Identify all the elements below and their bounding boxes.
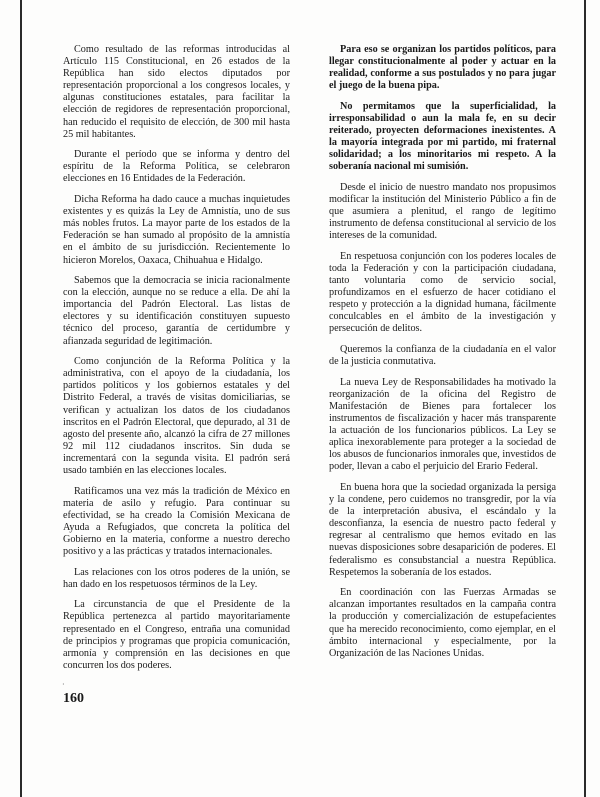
paragraph: La nueva Ley de Responsabilidades ha motivado la reorganización de la oficina del Registro de Manifestación de Bienes para fortalecer los instrumentos de fiscalización y hacer más transparente la actuación de los funcionarios públicos. La Ley se aplica inexorablemente para proteger a la sociedad de los abusos de funcionarios inmorales que, investidos de poder, llevan a cabo el perjuicio del Erario Federal.	[329, 376, 556, 473]
paragraph: No permitamos que la superficialidad, la irresponsabilidad o aun la mala fe, en su decir reiterado, proyecten deformaciones inexistentes. A la mayoría integrada por mi partido, mi fraternal solidaridad; a los minoritarios mi respeto. A la soberanía nacional mi sumisión.	[329, 100, 556, 173]
paragraph: En coordinación con las Fuerzas Armadas se alcanzan importantes resultados en la campaña contra la producción y comercialización de estupefacientes que ha merecido reconocimiento, como ejemplar, en el ámbito internacional y especialmente, por la Organización de las Naciones Unidas.	[329, 587, 556, 659]
paragraph: Queremos la confianza de la ciudadanía en el valor de la justicia conmutativa.	[329, 344, 556, 368]
paragraph: Sabemos que la democracia se inicia racionalmente con la elección, aunque no se reduce a ella. De ahí la importancia del Padrón Electoral. Las listas de electores y su identificación constituyen supuesto técnico del proceso, garantía de certidumbre y afianzada seguridad de legitimación.	[63, 275, 290, 347]
paragraph: Para eso se organizan los partidos políticos, para llegar constitucionalmente al poder y actuar en la realidad, conforme a sus postulados y no para jugar el juego de la buena pipa.	[329, 44, 556, 92]
scan-border-left	[20, 0, 22, 797]
paragraph: Como resultado de las reformas introducidas al Artículo 115 Constitucional, en 26 estados de la República han sido electos diputados por representación proporcional a los congresos locales, y algunas constituciones estatales, para facilitar la elección de regidores de representación proporcional, han reducido el requisito de elección, de 300 mil hasta 25 mil habitantes.	[63, 44, 290, 140]
paragraph: En respetuosa conjunción con los poderes locales de toda la Federación y con la participación ciudadana, tanto voluntaria como de servicio social, profundizamos en el esfuerzo de hacer cotidiano el respeto y protección a la dignidad humana, fácilmente conculcables en el ámbito de la investigación y persecución de delitos.	[329, 250, 556, 335]
stray-mark: ·	[62, 680, 65, 689]
scan-border-right	[584, 0, 586, 797]
paragraph: Las relaciones con los otros poderes de la unión, se han dado en los respetuosos términos de la Ley.	[63, 566, 290, 590]
paragraph: Ratificamos una vez más la tradición de México en materia de asilo y refugio. Para continuar su efectividad, se ha creado la Comisión Mexicana de Ayuda a Refugiados, que concreta la política del Gobierno en la materia, conforme a nuestro derecho positivo y a las prácticas y tratados internacionales.	[63, 485, 290, 558]
paragraph: Como conjunción de la Reforma Política y la administrativa, con el apoyo de la ciudadanía, los partidos políticos y los gobiernos estatales y del Distrito Federal, a través de visitas domiciliarias, se verifican y actualizan los datos de los ciudadanos inscritos en el Padrón Electoral, que depurado, al 31 de agosto del presente año, alcanzó la cifra de 27 millones 92 mil 112 ciudadanos inscritos. Sin duda se incrementará con la segunda visita. El padrón será usado también en las elecciones locales.	[63, 356, 290, 476]
right-text-column	[329, 44, 556, 668]
paragraph: La circunstancia de que el Presidente de la República pertenezca al partido mayoritariamente representado en el Congreso, entraña una comunidad de principios y programas que propicia comunicación, armonía y comprensión en las decisiones en que concurren los dos poderes.	[63, 599, 290, 671]
paragraph: Desde el inicio de nuestro mandato nos propusimos modificar la institución del Ministerio Público a fin de que asumiera a plenitud, el rango de legítimo instrumento de defensa constitucional al servicio de los intereses de la comunidad.	[329, 181, 556, 242]
page-number: 160	[63, 691, 84, 706]
paragraph: Dicha Reforma ha dado cauce a muchas inquietudes existentes y es quizás la Ley de Amnistía, uno de sus más nobles frutos. La mayor parte de los estados de la Federación se han sumado al propósito de la amnistía en el ámbito de su jurisdicción. Recientemente lo hicieron Morelos, Oaxaca, Chihuahua e Hidalgo.	[63, 194, 290, 266]
paragraph: En buena hora que la sociedad organizada la persiga y la condene, pero cuidemos no transgredir, por la vía de la interpretación abusiva, el escándalo y la desconfianza, la esencia de nuestro pacto federal y regresar al centralismo que hemos evitado en las nuevas disposiciones sobre desaparición de poderes. El federalismo es consubstancial a nuestra República. Respetemos la soberanía de los estados.	[329, 482, 556, 578]
left-text-column	[63, 44, 290, 680]
paragraph: Durante el período que se informa y dentro del espíritu de la Reforma Política, se celebraron elecciones en 16 Entidades de la Federación.	[63, 149, 290, 185]
